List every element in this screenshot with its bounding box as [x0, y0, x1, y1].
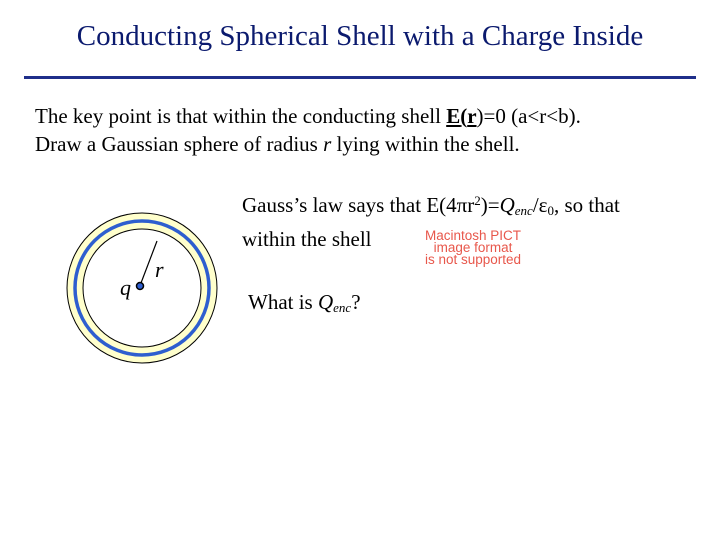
question-text: What is $Q_{enc}$?	[248, 290, 361, 315]
slide-title: Conducting Spherical Shell with a Charge Inside	[76, 20, 644, 52]
intro-line-1: The key point is that within the conducting shell E(r)=0 (a<r<b).	[35, 104, 581, 128]
point-charge	[137, 283, 144, 290]
field-vector-E: E	[446, 104, 461, 128]
position-vector-r: r	[467, 104, 477, 128]
charge-label: q	[120, 275, 131, 300]
gauss-law-text: Gauss’s law says that $E(4\pi r^2)=Q_{enc}/\varepsilon_0$, so that within the shell	[242, 193, 620, 251]
radius-label: r	[155, 257, 164, 282]
spherical-shell-diagram	[64, 210, 220, 366]
pict-placeholder-image: Macintosh PICT image format is not supported	[424, 228, 522, 267]
gauss-law-line-2: within the shell	[242, 227, 372, 251]
intro-line-2: Draw a Gaussian sphere of radius r lying within the shell.	[35, 132, 520, 156]
title-underline	[24, 76, 696, 79]
